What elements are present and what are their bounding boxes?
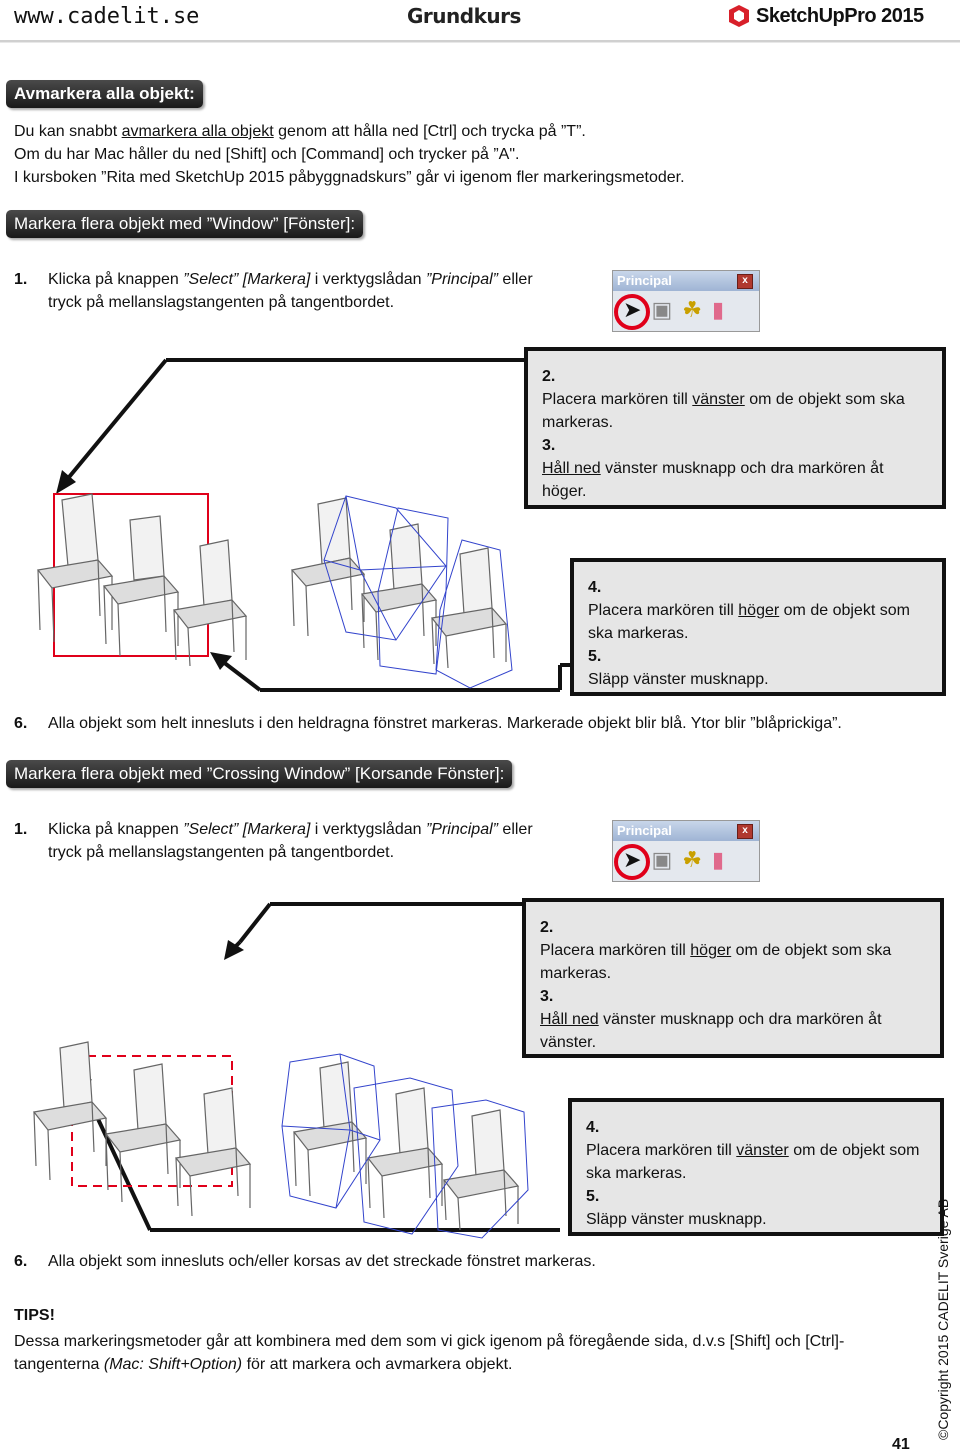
paint-bucket-icon[interactable]: ☘	[682, 847, 702, 872]
crossing-instruction-box-2: 4. Placera markören till vänster om de objekt som ska markeras. 5. Släpp vänster musknapp.	[568, 1098, 944, 1236]
course-title: Grundkurs	[407, 4, 521, 28]
close-icon[interactable]: x	[737, 824, 753, 839]
eraser-icon[interactable]: ▮	[711, 847, 725, 872]
brand-text: SketchUpPro 2015	[756, 4, 924, 27]
principal-toolbar-2: Principal x ➤ ▣ ☘ ▮	[612, 820, 760, 882]
window-step-1: 1. Klicka på knappen ”Select” [Markera] i verktygslådan ”Principal” eller tryck på mellanslagstangenten på tangentbordet.	[14, 271, 533, 311]
site-url[interactable]: www.cadelit.se	[14, 4, 200, 29]
select-highlight-ring	[614, 294, 650, 330]
tips-title: TIPS!	[14, 1307, 55, 1324]
sketchup-logo-icon	[728, 4, 750, 28]
crossing-step-1: 1. Klicka på knappen ”Select” [Markera] i verktygslådan ”Principal” eller tryck på mellanslagstangenten på tangentbordet.	[14, 821, 533, 861]
section-title-window: Markera flera objekt med ”Window” [Fönster]:	[6, 210, 363, 238]
select-highlight-ring-2	[614, 844, 650, 880]
component-icon[interactable]: ▣	[651, 847, 673, 872]
select-arrow-icon[interactable]: ➤	[623, 297, 642, 322]
drag-arrow-start	[60, 360, 166, 488]
paint-bucket-icon[interactable]: ☘	[682, 297, 702, 322]
eraser-icon[interactable]: ▮	[711, 297, 725, 322]
window-instruction-box-2: 4. Placera markören till höger om de objekt som ska markeras. 5. Släpp vänster musknapp.	[570, 558, 946, 696]
brand-logo	[728, 4, 924, 28]
crossing-step-6: 6. Alla objekt som innesluts och/eller korsas av det streckade fönstret markeras.	[14, 1253, 596, 1270]
window-instruction-box-1: 2. Placera markören till vänster om de objekt som ska markeras. 3. Håll ned vänster musknapp och dra markören åt höger.	[524, 347, 946, 509]
close-icon[interactable]: x	[737, 274, 753, 289]
window-step-6: 6. Alla objekt som helt innesluts i den heldragna fönstret markeras. Markerade objekt blir blå. Ytor blir ”blåprickiga”.	[14, 715, 842, 732]
crossing-instruction-box-1: 2. Placera markören till höger om de objekt som ska markeras. 3. Håll ned vänster musknapp och dra markören åt vänster.	[522, 898, 944, 1058]
copyright-notice: ©Copyright 2015 CADELIT Sverige AB	[935, 1198, 951, 1440]
tips-text: Dessa markeringsmetoder går att kombinera med dem som vi gick igenom på föregående sida, d.v.s [Shift] och [Ctrl]- tangenterna (Mac: Shift+Option) för att markera och avmarkera objekt.	[14, 1333, 845, 1373]
select-arrow-icon[interactable]: ➤	[623, 847, 642, 872]
page-number: 41	[892, 1436, 910, 1453]
component-icon[interactable]: ▣	[651, 297, 673, 322]
section-title-deselect: Avmarkera alla objekt:	[6, 80, 203, 108]
section-title-crossing: Markera flera objekt med ”Crossing Window” [Korsande Fönster]:	[6, 760, 512, 788]
principal-toolbar: Principal x ➤ ▣ ☘ ▮	[612, 270, 760, 332]
deselect-text: Du kan snabbt avmarkera alla objekt genom att hålla ned [Ctrl] och trycka på ”T”. Om du har Mac håller du ned [Shift] och [Command] och trycker på ”A". I kursboken ”Rita med SketchUp 2015 påbyggnadskurs” går vi igenom fler markeringsmetoder.	[14, 123, 685, 186]
